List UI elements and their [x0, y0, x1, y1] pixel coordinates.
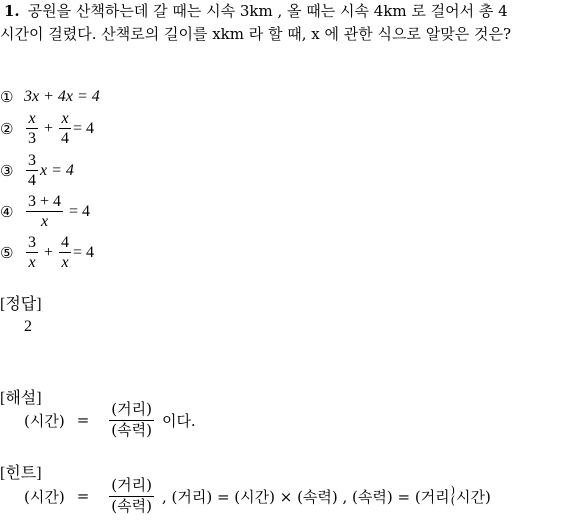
hint-formula [24, 478, 491, 515]
rhs: = 4 [73, 244, 95, 261]
rhs: = 4 [69, 203, 91, 220]
numerator: 3 [28, 234, 36, 251]
equals-sign: = [76, 487, 90, 506]
explanation-formula [24, 402, 196, 439]
denominator: 4 [28, 172, 36, 189]
question-text-1: 공원을 산책하는데 갈 때는 시속 3km , 올 때는 시속 4km 로 걸어서 총 4 [27, 2, 508, 20]
denominator: x [40, 213, 49, 230]
question-line-2: 시간이 걸렸다. 산책로의 길이를 xkm 라 할 때, x 에 관한 식으로 알맞은 것은? [0, 25, 512, 43]
option-3-mark: ③ [0, 162, 14, 180]
option-4[interactable] [0, 194, 90, 230]
rest: x = 4 [40, 162, 74, 179]
denominator: (속력) [111, 496, 152, 515]
option-3[interactable] [0, 153, 74, 189]
small-denominator: ( [450, 494, 455, 508]
explanation-tail: 이다. [161, 411, 196, 430]
option-3-equation [24, 153, 74, 189]
plus-operator: + [44, 244, 54, 261]
fraction [109, 478, 154, 515]
fraction [59, 235, 71, 271]
numerator: (거리) [109, 478, 154, 497]
equals-sign: = [76, 411, 90, 430]
fraction [109, 402, 154, 439]
hint-relations: , (거리) = (시간) × (속력) , (속력) = (거리 [161, 487, 450, 506]
option-1[interactable] [0, 88, 100, 106]
question-number: 1. [4, 2, 20, 20]
fraction [26, 235, 38, 271]
small-fraction [451, 486, 455, 506]
hint-label: [힌트] [0, 465, 42, 482]
option-5-mark: ⑤ [0, 244, 14, 262]
answer-label: [정답] [0, 296, 42, 313]
denominator: 3 [28, 130, 36, 147]
option-5-equation [24, 235, 94, 271]
answer-value [24, 318, 32, 336]
option-2-mark: ② [0, 120, 14, 138]
denominator: x [28, 254, 36, 271]
numerator: (거리) [109, 402, 154, 421]
option-5[interactable] [0, 235, 94, 271]
fraction [59, 111, 71, 147]
fraction [26, 194, 63, 230]
option-4-mark: ④ [0, 203, 14, 221]
option-1-equation: 3x + 4x = 4 [24, 88, 100, 105]
numerator: 3 + 4 [28, 193, 62, 210]
option-2[interactable] [0, 111, 94, 147]
option-1-mark: ① [0, 88, 14, 106]
explanation-label: [해설] [0, 390, 42, 407]
denominator: (속력) [111, 420, 152, 439]
time-term: (시간) [24, 487, 65, 506]
numerator: x [28, 110, 36, 127]
option-2-equation [24, 111, 94, 147]
numerator: 3 [28, 152, 36, 169]
answer-number: 2 [24, 318, 32, 335]
fraction [26, 153, 38, 189]
hint-relations-end: 시간) [455, 487, 491, 506]
rhs: = 4 [73, 120, 95, 137]
denominator: 4 [61, 130, 70, 147]
numerator: x [61, 110, 69, 127]
numerator: 4 [61, 234, 70, 251]
plus-operator: + [44, 120, 54, 137]
time-term: (시간) [24, 411, 65, 430]
fraction [26, 111, 38, 147]
small-numerator: ) [450, 484, 455, 498]
denominator: x [61, 254, 69, 271]
option-4-equation [24, 194, 90, 230]
question-line-1 [4, 4, 508, 19]
